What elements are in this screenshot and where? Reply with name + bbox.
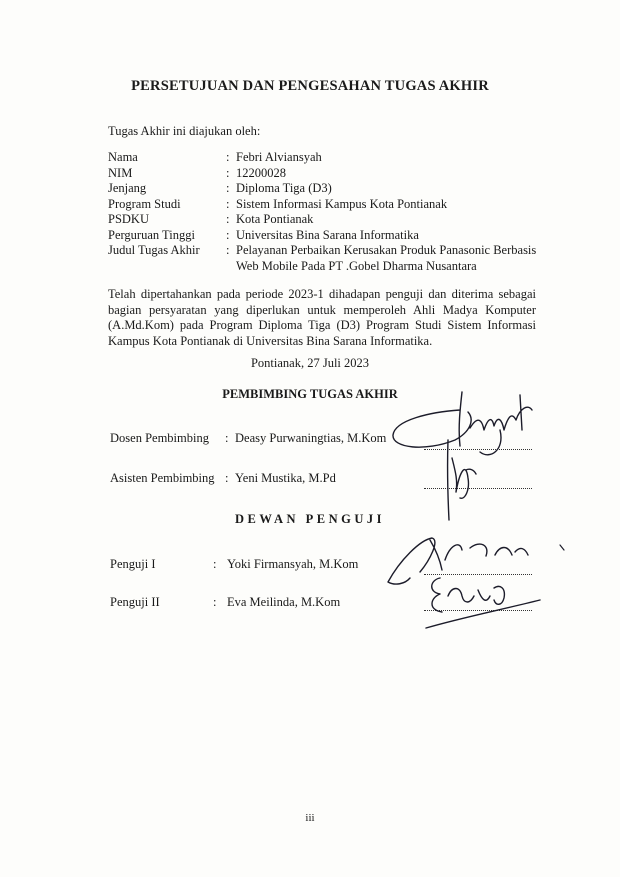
info-colon: :: [226, 181, 230, 195]
info-row-jenjang: [108, 181, 538, 197]
signature-asisten: [448, 440, 476, 520]
place-date: Pontianak, 27 Juli 2023: [250, 356, 370, 370]
info-row-nim: [108, 166, 538, 182]
signature-penguji2: [426, 578, 540, 628]
info-label: Nama: [108, 150, 138, 164]
info-value: Kota Pontianak: [236, 212, 314, 226]
penguji2-label: Penguji II: [110, 595, 160, 609]
colon: :: [225, 431, 229, 445]
info-colon: :: [226, 243, 230, 257]
page-number: iii: [305, 812, 315, 824]
colon: :: [225, 471, 229, 485]
dosen-label: Dosen Pembimbing: [110, 431, 209, 445]
colon: :: [213, 557, 217, 571]
info-label: Perguruan Tinggi: [108, 227, 195, 242]
penguji1-label: Penguji I: [110, 557, 156, 571]
info-colon: :: [226, 165, 230, 180]
info-label: Program Studi: [108, 196, 181, 211]
info-value: Diploma Tiga (D3): [236, 181, 332, 195]
info-value: Febri Alviansyah: [236, 150, 322, 164]
info-label: PSDKU: [108, 212, 149, 226]
approval-paragraph: Telah dipertahankan pada periode 2023-1 dihadapan penguji dan diterima sebagai bagian persyaratan yang diperlukan untuk memperoleh Ahli Madya Komputer (A.Md.Kom) pada Program Diploma Tiga (D3) Program Studi Sistem Informasi Kampus Kota Pontianak di Universitas Bina Sarana Informatika.: [108, 287, 536, 348]
dosen-name: Deasy Purwaningtias, M.Kom: [235, 431, 387, 445]
info-colon: :: [226, 196, 230, 211]
info-label: Jenjang: [108, 181, 147, 195]
info-row-judul: [108, 243, 538, 274]
info-label: NIM: [108, 165, 133, 180]
penguji1-name: Yoki Firmansyah, M.Kom: [227, 557, 359, 571]
info-colon: :: [226, 150, 230, 164]
penguji2-name: Eva Meilinda, M.Kom: [227, 595, 341, 609]
signature-line: [424, 609, 532, 611]
intro-text: Tugas Akhir ini diajukan oleh:: [108, 124, 261, 138]
info-row-psdku: [108, 212, 538, 228]
info-value: Pelayanan Perbaikan Kerusakan Produk Panasonic Berbasis Web Mobile Pada PT .Gobel Dharma Nusantara: [236, 243, 537, 273]
info-colon: :: [226, 227, 230, 242]
info-colon: :: [226, 212, 230, 226]
penguji-title: DEWAN PENGUJI: [234, 512, 386, 526]
info-row-program-studi: [108, 197, 538, 213]
info-row-perguruan-tinggi: [108, 228, 538, 244]
info-value: 12200028: [236, 165, 286, 180]
penguji1-row: [110, 557, 358, 572]
info-row-nama: [108, 150, 538, 166]
pembimbing-title: PEMBIMBING TUGAS AKHIR: [222, 387, 398, 401]
info-value: Universitas Bina Sarana Informatika: [236, 227, 419, 242]
info-label: Judul Tugas Akhir: [108, 243, 200, 257]
student-info: [108, 150, 538, 274]
asisten-pembimbing-row: [110, 471, 336, 486]
dosen-pembimbing-row: [110, 431, 386, 446]
signature-line: [424, 448, 532, 450]
info-value: Sistem Informasi Kampus Kota Pontianak: [236, 196, 448, 211]
page-title: PERSETUJUAN DAN PENGESAHAN TUGAS AKHIR: [131, 78, 489, 94]
colon: :: [213, 595, 217, 609]
signature-line: [424, 487, 532, 489]
asisten-label: Asisten Pembimbing: [110, 471, 215, 485]
penguji2-row: [110, 595, 340, 610]
signature-penguji1: [388, 538, 528, 584]
signature-line: [424, 573, 532, 575]
asisten-name: Yeni Mustika, M.Pd: [235, 471, 336, 485]
